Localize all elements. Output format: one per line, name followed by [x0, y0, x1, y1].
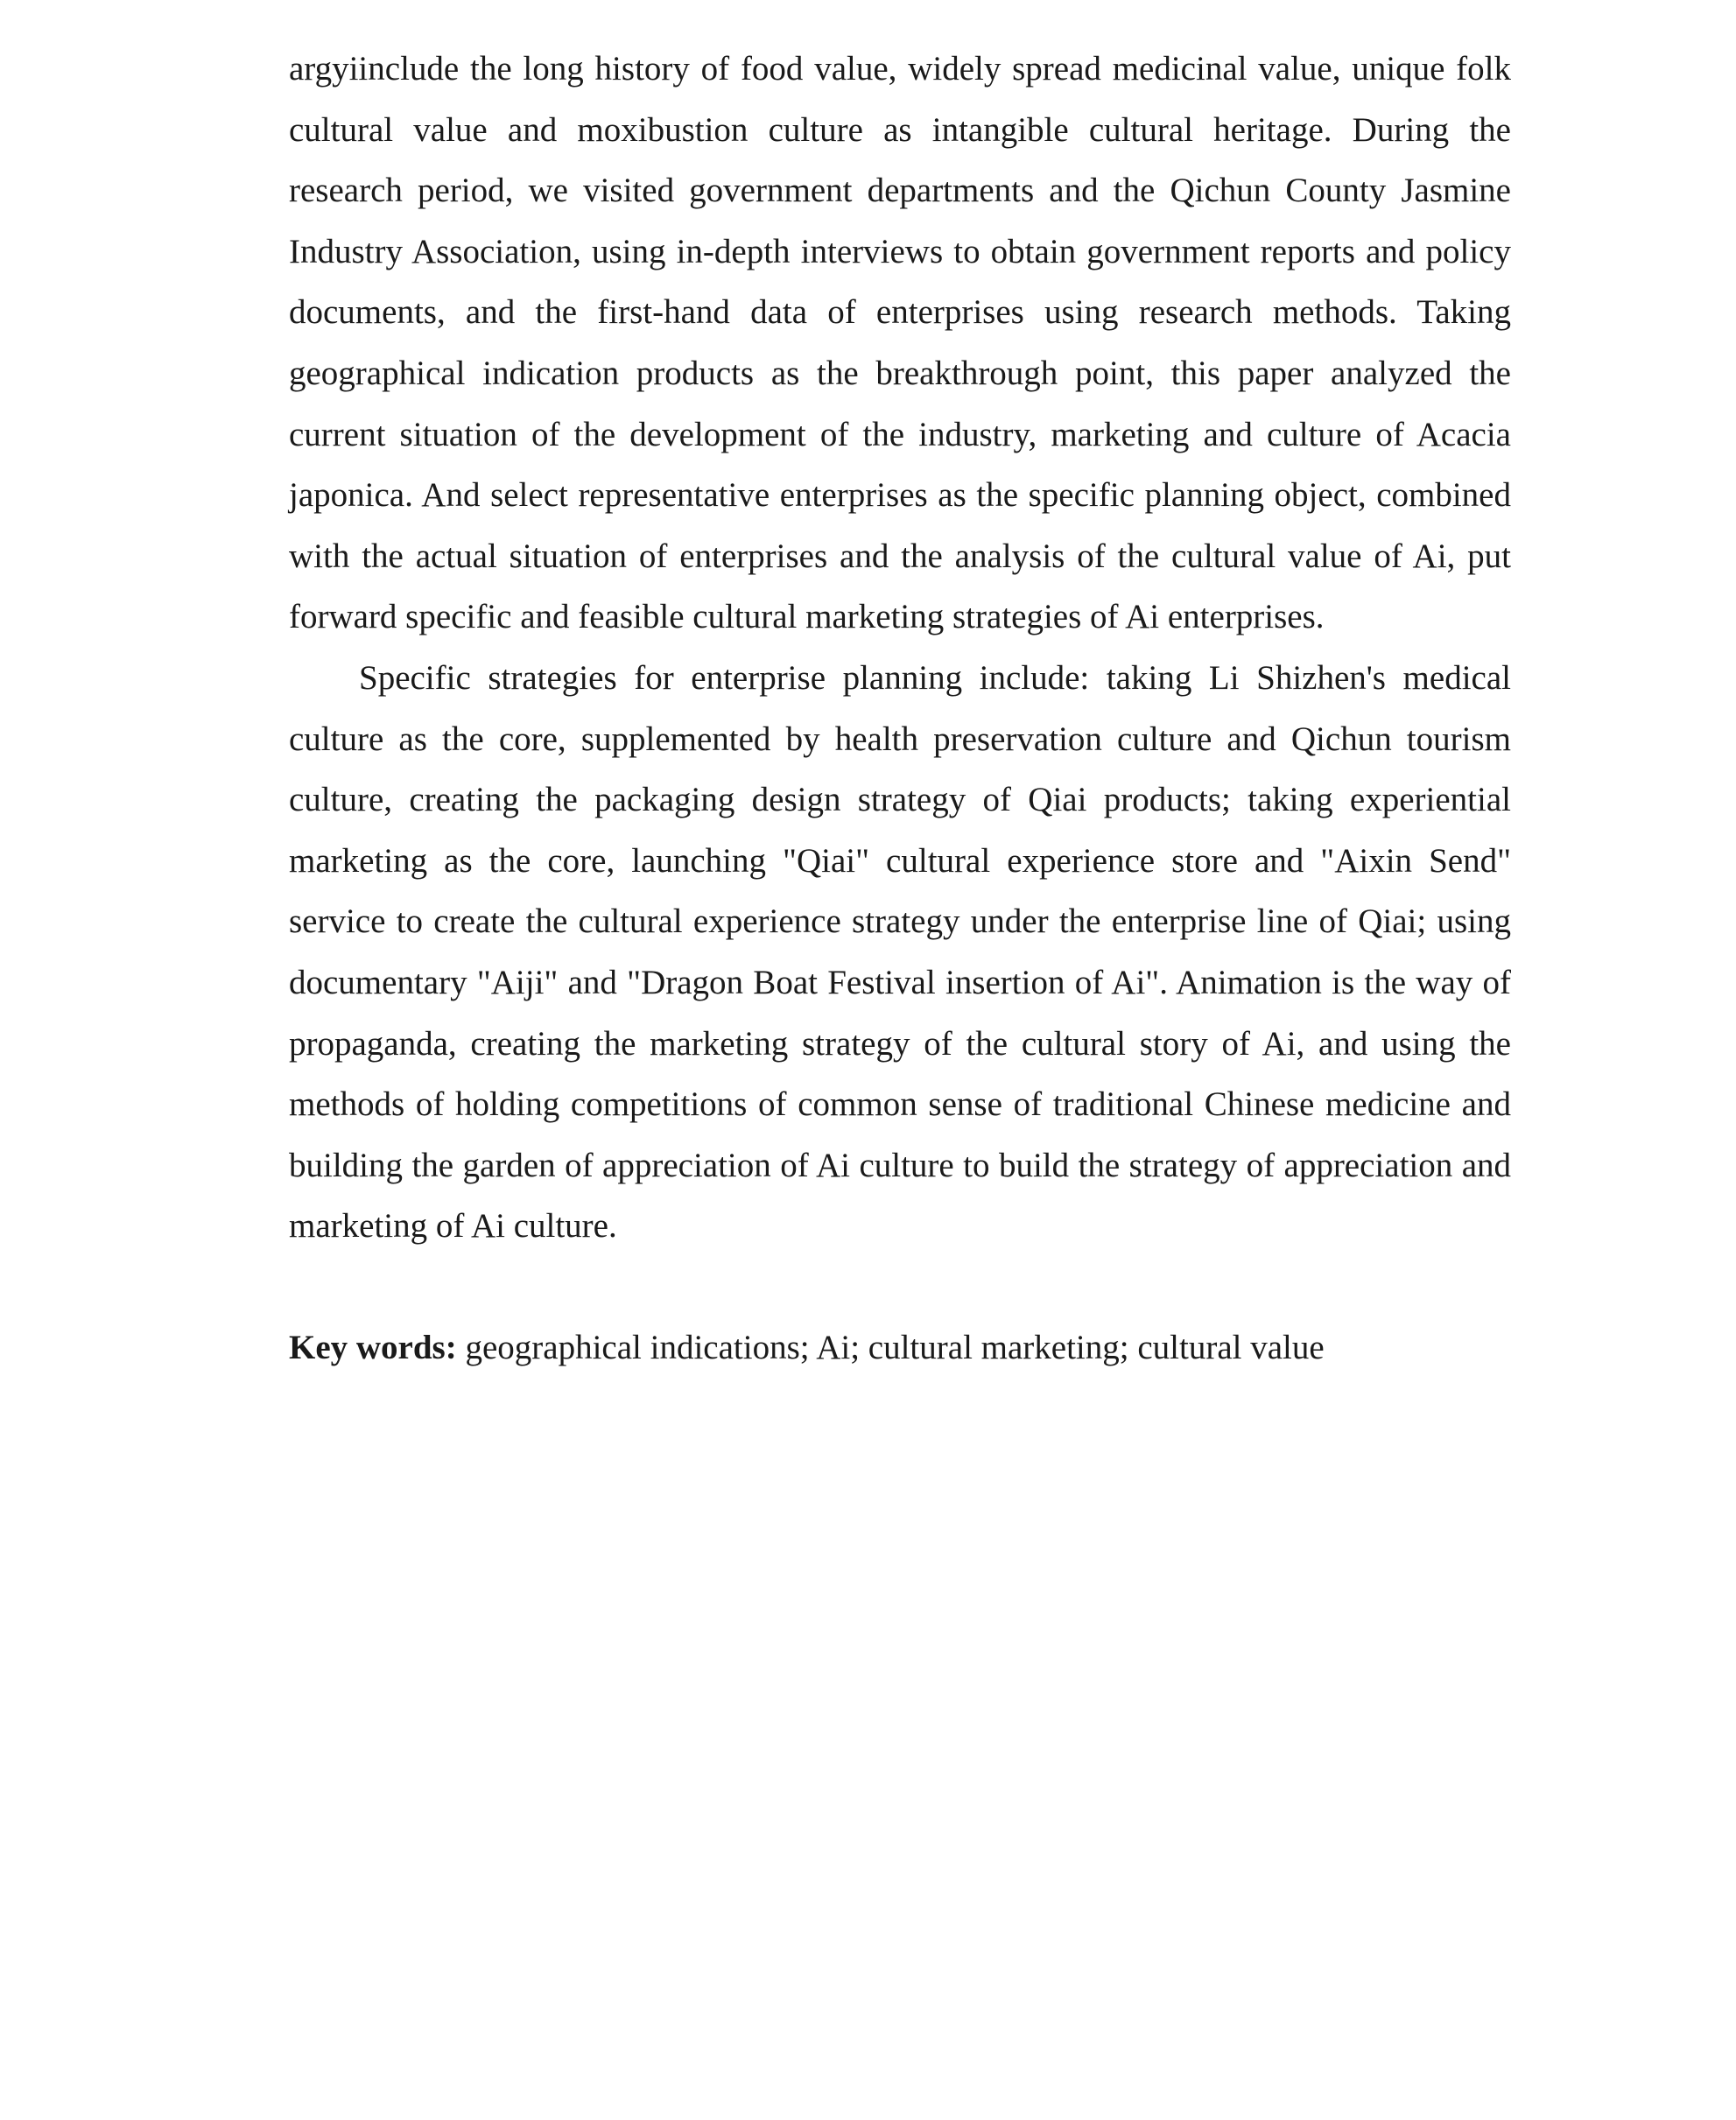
keywords-text: geographical indications; Ai; cultural marketing; cultural value	[456, 1328, 1325, 1366]
document-page	[289, 39, 1511, 1378]
abstract-paragraph-1: argyiinclude the long history of food value, widely spread medicinal value, unique folk cultural value and moxibustion culture as intangible cultural heritage. During the research period, we visited government departments and the Qichun County Jasmine Industry Association, using in-depth interviews to obtain government reports and policy documents, and the first-hand data of enterprises using research methods. Taking geographical indication products as the breakthrough point, this paper analyzed the current situation of the development of the industry, marketing and culture of Acacia japonica. And select representative enterprises as the specific planning object, combined with the actual situation of enterprises and the analysis of the cultural value of Ai, put forward specific and feasible cultural marketing strategies of Ai enterprises.	[289, 50, 1511, 636]
keywords-label: Key words:	[289, 1328, 457, 1366]
abstract-paragraph-2: Specific strategies for enterprise planning include: taking Li Shizhen's medical culture as the core, supplemented by health preservation culture and Qichun tourism culture, creating the packaging design strategy of Qiai products; taking experiential marketing as the core, launching "Qiai" cultural experience store and "Aixin Send" service to create the cultural experience strategy under the enterprise line of Qiai; using documentary "Aiji" and "Dragon Boat Festival insertion of Ai". Animation is the way of propaganda, creating the marketing strategy of the cultural story of Ai, and using the methods of holding competitions of common sense of traditional Chinese medicine and building the garden of appreciation of Ai culture to build the strategy of appreciation and marketing of Ai culture.	[289, 658, 1511, 1246]
keywords-line	[289, 1317, 1511, 1379]
